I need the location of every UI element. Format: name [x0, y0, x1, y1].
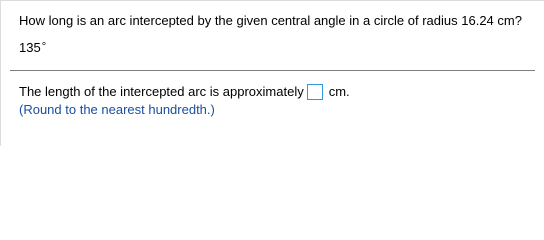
question-text: How long is an arc intercepted by the given central angle in a circle of radius 16.24 cm? [19, 13, 522, 28]
central-angle [19, 40, 46, 56]
section-divider [10, 70, 535, 71]
rounding-hint: (Round to the nearest hundredth.) [19, 102, 215, 117]
answer-unit: cm. [328, 84, 350, 99]
degree-symbol: ° [41, 41, 47, 53]
answer-prompt: The length of the intercepted arc is approximately [19, 84, 304, 99]
arc-length-answer-input[interactable] [307, 84, 323, 100]
answer-row [19, 84, 350, 100]
angle-value: 135 [19, 40, 41, 55]
